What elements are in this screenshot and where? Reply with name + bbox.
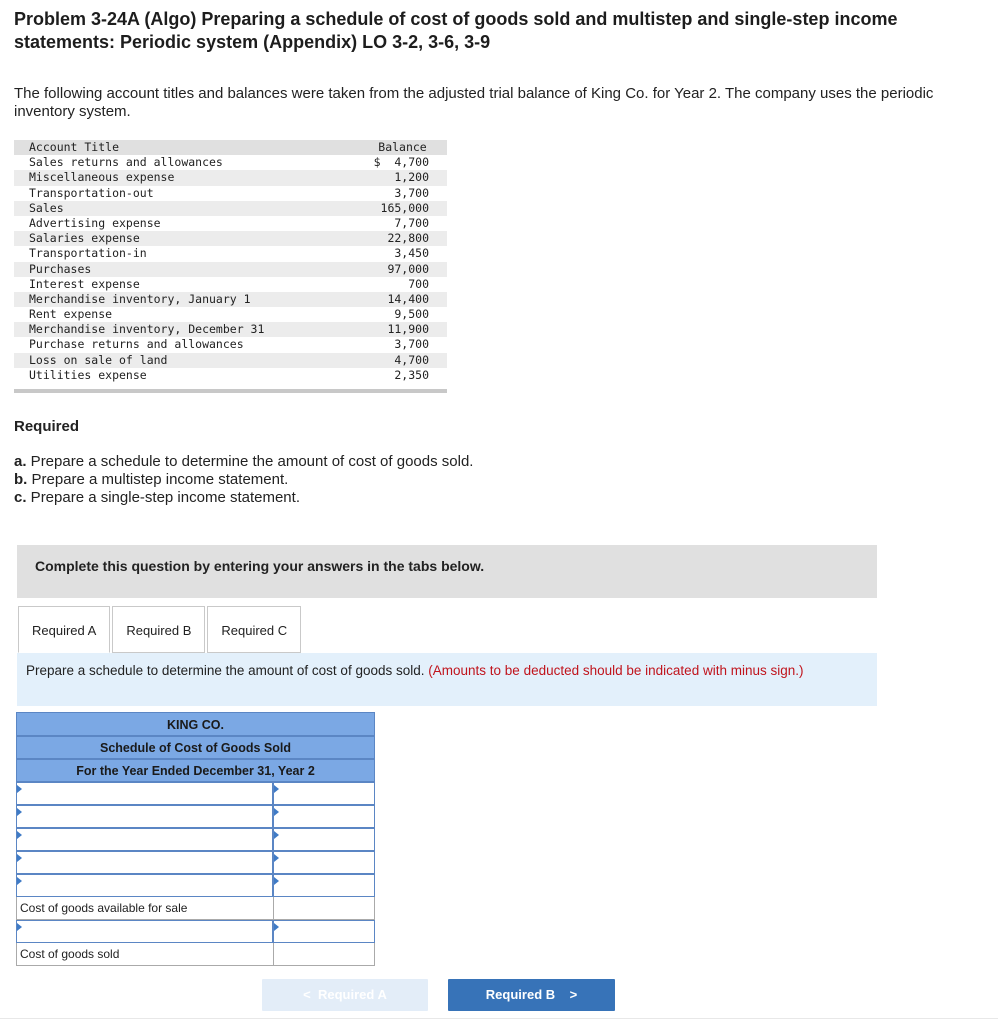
table-row <box>14 322 447 337</box>
account-select[interactable] <box>16 874 273 897</box>
account-balance: 700 <box>408 276 429 291</box>
dropdown-marker-icon <box>17 785 22 793</box>
prev-label: Required A <box>317 987 387 1002</box>
account-select[interactable] <box>16 782 273 805</box>
table-row <box>14 246 447 261</box>
amount-input[interactable] <box>274 852 374 873</box>
amount-input[interactable] <box>274 921 374 942</box>
account-title: Transportation-out <box>29 185 154 200</box>
schedule-company: KING CO. <box>16 712 375 736</box>
amount-cell[interactable] <box>273 782 375 805</box>
dropdown-marker-icon <box>274 808 279 816</box>
account-title: Sales returns and allowances <box>29 155 223 170</box>
table-row <box>14 216 447 231</box>
item-text: Prepare a schedule to determine the amount of cost of goods sold. <box>26 453 474 470</box>
schedule-row <box>16 920 375 943</box>
account-balance: 3,450 <box>394 246 429 261</box>
table-row <box>14 201 447 216</box>
instruction-note: (Amounts to be deducted should be indicated with minus sign.) <box>428 663 804 678</box>
amount-input[interactable] <box>274 829 374 850</box>
instruction-text: Prepare a schedule to determine the amount of cost of goods sold. <box>26 663 425 678</box>
schedule-row <box>16 828 375 851</box>
account-input[interactable] <box>17 806 272 827</box>
account-balance: 1,200 <box>394 170 429 185</box>
cost-available-total <box>273 897 375 920</box>
account-select[interactable] <box>16 851 273 874</box>
table-row <box>14 277 447 292</box>
item-text: Prepare a single-step income statement. <box>26 489 300 506</box>
dropdown-marker-icon <box>274 785 279 793</box>
item-text: Prepare a multistep income statement. <box>27 471 289 488</box>
table-bottom-rule <box>14 389 447 393</box>
account-balance: 3,700 <box>394 185 429 200</box>
dropdown-marker-icon <box>17 808 22 816</box>
tab-bar <box>18 606 303 653</box>
cogs-schedule <box>16 712 375 966</box>
account-title: Purchase returns and allowances <box>29 337 244 352</box>
account-title: Loss on sale of land <box>29 352 168 367</box>
account-input[interactable] <box>17 921 272 942</box>
item-letter: c. <box>14 489 27 506</box>
required-heading: Required <box>14 418 80 435</box>
account-balance: 2,350 <box>394 367 429 382</box>
cost-available-label: Cost of goods available for sale <box>16 897 273 920</box>
table-row <box>14 231 447 246</box>
account-title: Merchandise inventory, December 31 <box>29 322 265 337</box>
next-label: Required B <box>485 987 556 1002</box>
item-letter: b. <box>14 471 28 488</box>
account-input[interactable] <box>17 783 272 804</box>
account-balance: 3,700 <box>394 337 429 352</box>
account-balance: $ 4,700 <box>373 155 429 170</box>
account-title: Salaries expense <box>29 231 140 246</box>
header-balance: Balance <box>378 140 427 154</box>
account-title: Purchases <box>29 261 92 276</box>
tab-required-b[interactable]: Required B <box>112 606 205 653</box>
dropdown-marker-icon <box>17 831 22 839</box>
dropdown-marker-icon <box>17 854 22 862</box>
tab-required-c[interactable]: Required C <box>207 606 301 653</box>
required-item-a <box>14 453 473 471</box>
table-header-row <box>14 140 447 155</box>
schedule-row <box>16 805 375 828</box>
dropdown-marker-icon <box>17 923 22 931</box>
table-row <box>14 368 447 383</box>
dropdown-marker-icon <box>17 877 22 885</box>
dropdown-marker-icon <box>274 854 279 862</box>
chevron-left-icon: < <box>303 987 311 1002</box>
divider <box>0 1018 998 1019</box>
dropdown-marker-icon <box>274 831 279 839</box>
schedule-row-cogs <box>16 943 375 966</box>
amount-cell[interactable] <box>273 828 375 851</box>
complete-banner: Complete this question by entering your answers in the tabs below. <box>17 545 877 598</box>
account-title: Transportation-in <box>29 246 147 261</box>
table-row <box>14 307 447 322</box>
account-balance: 9,500 <box>394 307 429 322</box>
account-balance: 4,700 <box>394 352 429 367</box>
schedule-row-available <box>16 897 375 920</box>
amount-cell[interactable] <box>273 920 375 943</box>
account-input[interactable] <box>17 852 272 873</box>
amount-cell[interactable] <box>273 851 375 874</box>
account-balance-table <box>14 140 447 393</box>
account-title: Utilities expense <box>29 367 147 382</box>
table-row <box>14 353 447 368</box>
chevron-right-icon: > <box>569 987 578 1002</box>
problem-intro: The following account titles and balances were taken from the adjusted trial balance of King Co. for Year 2. The company uses the periodic inventory system. <box>14 85 934 120</box>
table-row <box>14 170 447 185</box>
required-item-c <box>14 489 473 507</box>
account-title: Miscellaneous expense <box>29 170 175 185</box>
dropdown-marker-icon <box>274 923 279 931</box>
account-balance: 11,900 <box>387 322 429 337</box>
table-row <box>14 337 447 352</box>
account-balance: 165,000 <box>380 200 429 215</box>
amount-input[interactable] <box>274 875 374 896</box>
cogs-total <box>273 943 375 966</box>
account-select[interactable] <box>16 920 273 943</box>
table-row <box>14 292 447 307</box>
account-balance: 22,800 <box>387 231 429 246</box>
account-balance: 7,700 <box>394 215 429 230</box>
schedule-row <box>16 851 375 874</box>
problem-title: Problem 3-24A (Algo) Preparing a schedule of cost of goods sold and multistep and single-step income statements: Periodic system (Appendix) LO 3-2, 3-6, 3-9 <box>14 9 898 52</box>
amount-input[interactable] <box>274 783 374 804</box>
prev-button[interactable] <box>262 979 428 1011</box>
account-title: Advertising expense <box>29 215 161 230</box>
amount-input[interactable] <box>274 806 374 827</box>
account-input[interactable] <box>17 875 272 896</box>
account-select[interactable] <box>16 805 273 828</box>
schedule-row <box>16 782 375 805</box>
table-row <box>14 262 447 277</box>
account-balance: 14,400 <box>387 291 429 306</box>
table-row <box>14 186 447 201</box>
item-letter: a. <box>14 453 27 470</box>
account-balance: 97,000 <box>387 261 429 276</box>
account-title: Interest expense <box>29 276 140 291</box>
table-row <box>14 155 447 170</box>
required-list <box>14 453 473 507</box>
next-button[interactable] <box>448 979 615 1011</box>
cogs-label: Cost of goods sold <box>16 943 273 966</box>
header-account-title: Account Title <box>29 140 120 154</box>
tab-required-a[interactable]: Required A <box>18 606 110 653</box>
account-input[interactable] <box>17 829 272 850</box>
account-title: Merchandise inventory, January 1 <box>29 291 251 306</box>
schedule-row <box>16 874 375 897</box>
account-title: Sales <box>29 200 64 215</box>
schedule-period: For the Year Ended December 31, Year 2 <box>16 759 375 782</box>
amount-cell[interactable] <box>273 805 375 828</box>
account-select[interactable] <box>16 828 273 851</box>
account-title: Rent expense <box>29 307 113 322</box>
dropdown-marker-icon <box>274 877 279 885</box>
amount-cell[interactable] <box>273 874 375 897</box>
required-item-b <box>14 471 473 489</box>
schedule-title: Schedule of Cost of Goods Sold <box>16 736 375 759</box>
instruction-box <box>17 653 877 706</box>
